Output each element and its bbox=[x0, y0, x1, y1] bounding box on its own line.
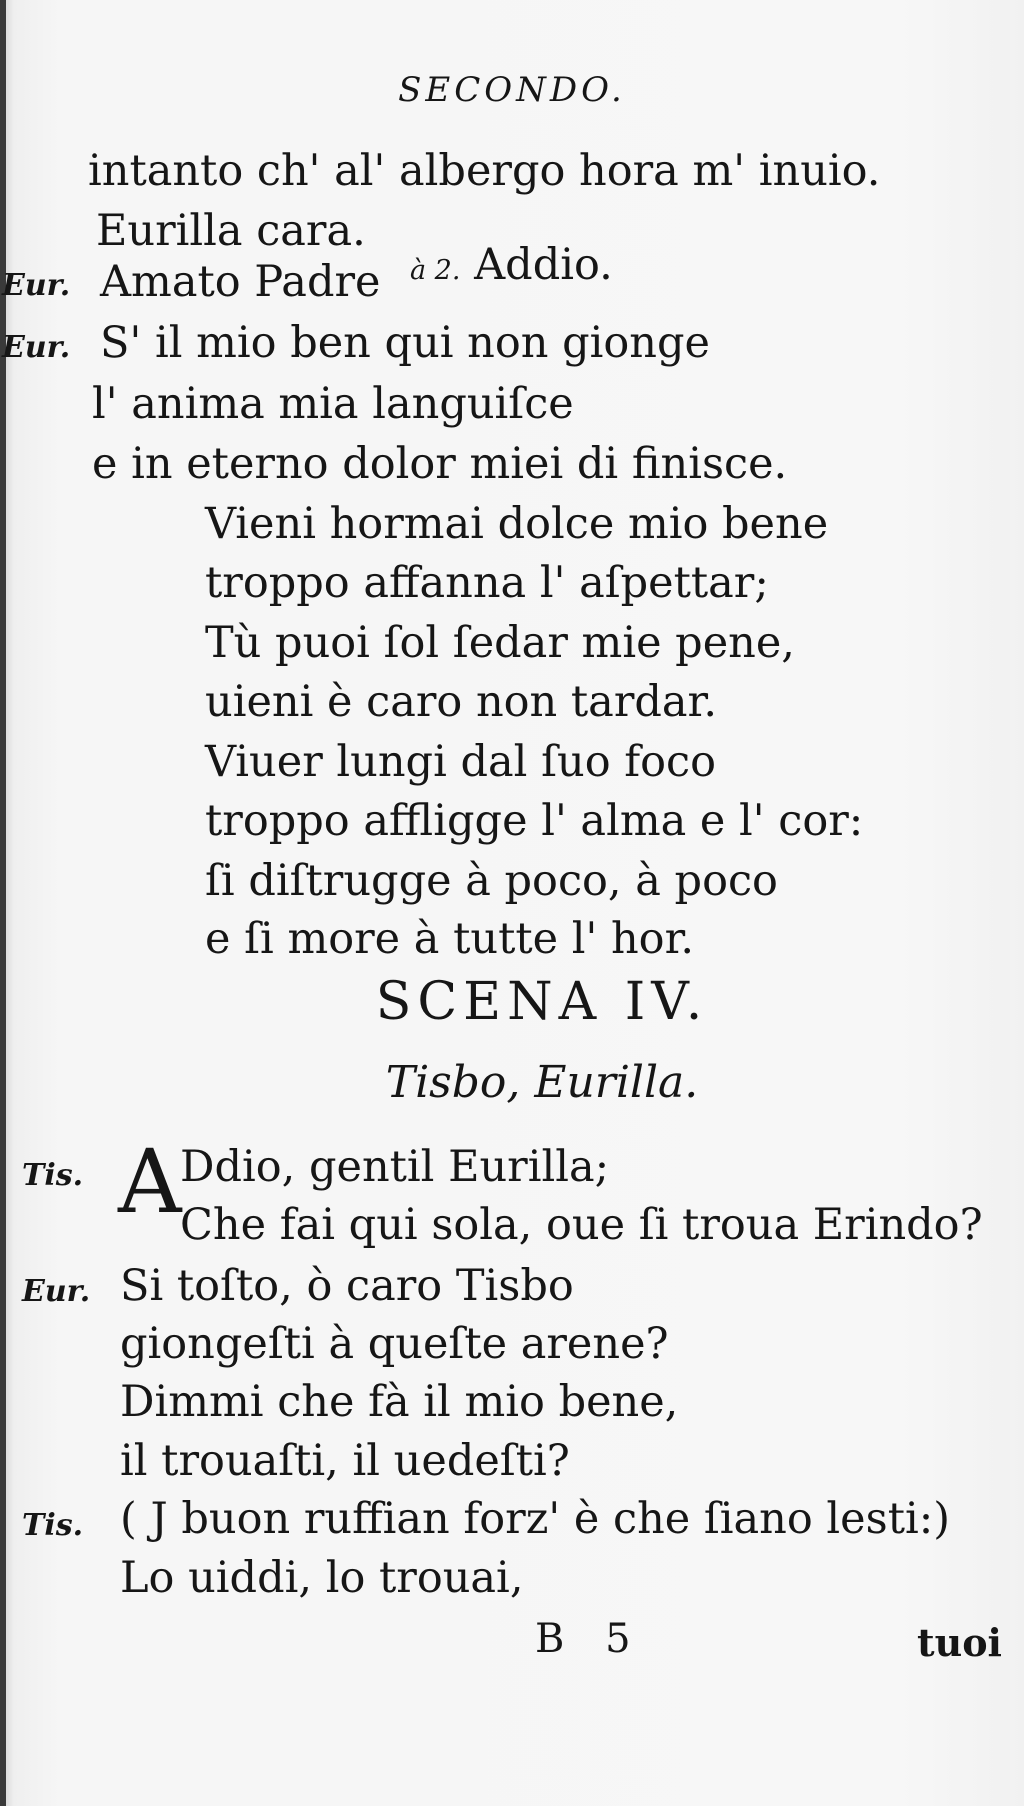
a-due-text: Addio. bbox=[474, 240, 613, 290]
catchword: tuoi bbox=[917, 1620, 1002, 1665]
verse-line: Tù puoi ſol ſedar mie pene, bbox=[205, 618, 795, 668]
verse-line: Lo uiddi, lo trouai, bbox=[120, 1553, 524, 1603]
signature-mark: B 5 bbox=[535, 1616, 645, 1662]
verse-line: il trouaſti, il uedeſti? bbox=[120, 1436, 570, 1486]
speaker-label: Tis. bbox=[22, 1158, 84, 1193]
verse-line: e ſi more à tutte l' hor. bbox=[205, 914, 695, 964]
verse-line: troppo affligge l' alma e l' cor: bbox=[205, 796, 864, 846]
verse-line: uieni è caro non tardar. bbox=[205, 677, 718, 727]
a-due-line bbox=[410, 240, 613, 290]
verse-line: Ddio, gentil Eurilla; bbox=[180, 1142, 610, 1192]
verse-line: troppo affanna l' aſpettar; bbox=[205, 558, 769, 608]
drop-capital: A bbox=[118, 1130, 182, 1233]
verse-line: Si toſto, ò caro Tisbo bbox=[120, 1261, 574, 1311]
verse-line: Dimmi che fà il mio bene, bbox=[120, 1377, 679, 1427]
verse-line: Eurilla cara. bbox=[96, 206, 366, 256]
verse-line: Viuer lungi dal ſuo foco bbox=[205, 737, 717, 787]
verse-line: Amato Padre bbox=[100, 257, 381, 307]
speaker-label: Eur. bbox=[2, 330, 71, 365]
verse-line: S' il mio ben qui non gionge bbox=[100, 318, 710, 368]
scene-title: SCENA IV. bbox=[375, 972, 709, 1032]
verse-line: intanto ch' al' albergo hora m' inuio. bbox=[88, 146, 881, 196]
a-due-mark: à 2. bbox=[410, 255, 461, 286]
verse-line: ſi diſtrugge à poco, à poco bbox=[205, 856, 778, 906]
verse-line: l' anima mia languiſce bbox=[92, 379, 574, 429]
verse-line: giongeſti à queſte arene? bbox=[120, 1319, 669, 1369]
speaker-label: Tis. bbox=[22, 1508, 84, 1543]
running-head: SECONDO. bbox=[398, 70, 626, 110]
verse-line: ( J buon ruffian forz' è che ſiano lesti:) bbox=[120, 1494, 950, 1544]
speaker-label: Eur. bbox=[2, 268, 71, 303]
speaker-label: Eur. bbox=[22, 1274, 91, 1309]
scene-characters: Tisbo, Eurilla. bbox=[385, 1057, 699, 1108]
verse-line: Vieni hormai dolce mio bene bbox=[205, 499, 829, 549]
verse-line: Che fai qui sola, oue ſi troua Erindo? bbox=[180, 1200, 983, 1250]
verse-line: e in eterno dolor miei di finisce. bbox=[92, 439, 788, 489]
